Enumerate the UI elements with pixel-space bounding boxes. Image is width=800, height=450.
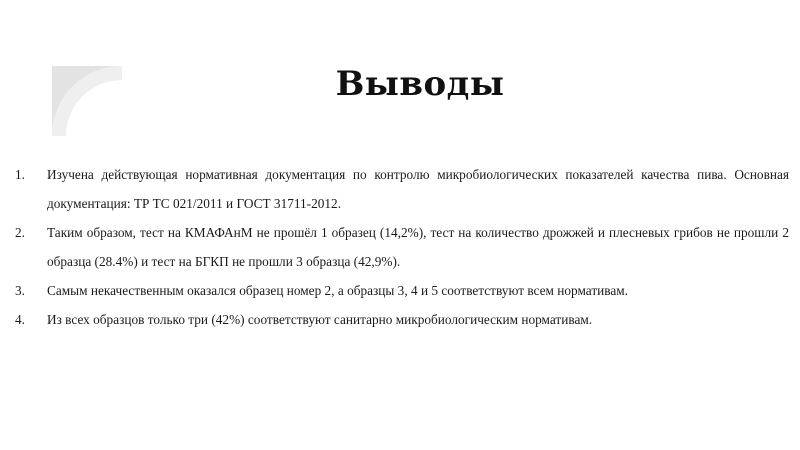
list-item-text: Самым некачественным оказался образец номер 2, а образцы 3, 4 и 5 соответствуют всем нормативам. [47, 283, 629, 298]
conclusions-list [15, 160, 789, 334]
list-item [15, 305, 789, 334]
list-item-text: Таким образом, тест на КМАФАнМ не прошёл 1 образец (14,2%), тест на количество дрожжей и плесневых грибов не прошли 2 образца (28.4%) и тест на БГКП не прошли 3 образца (42,9%). [47, 225, 789, 269]
list-item [15, 160, 789, 218]
slide-title: Выводы [335, 64, 505, 104]
list-item-text: Изучена действующая нормативная документация по контролю микробиологических показателей качества пива. Основная документация: ТР ТС 021/2011 и ГОСТ 31711-2012. [47, 167, 789, 211]
list-item [15, 276, 789, 305]
list-item [15, 218, 789, 276]
list-item-number: 1. [15, 167, 25, 182]
list-item-number: 4. [15, 312, 25, 327]
list-item-number: 3. [15, 283, 25, 298]
list-item-text: Из всех образцов только три (42%) соответствуют санитарно микробиологическим нормативам. [47, 312, 593, 327]
list-item-number: 2. [15, 225, 25, 240]
